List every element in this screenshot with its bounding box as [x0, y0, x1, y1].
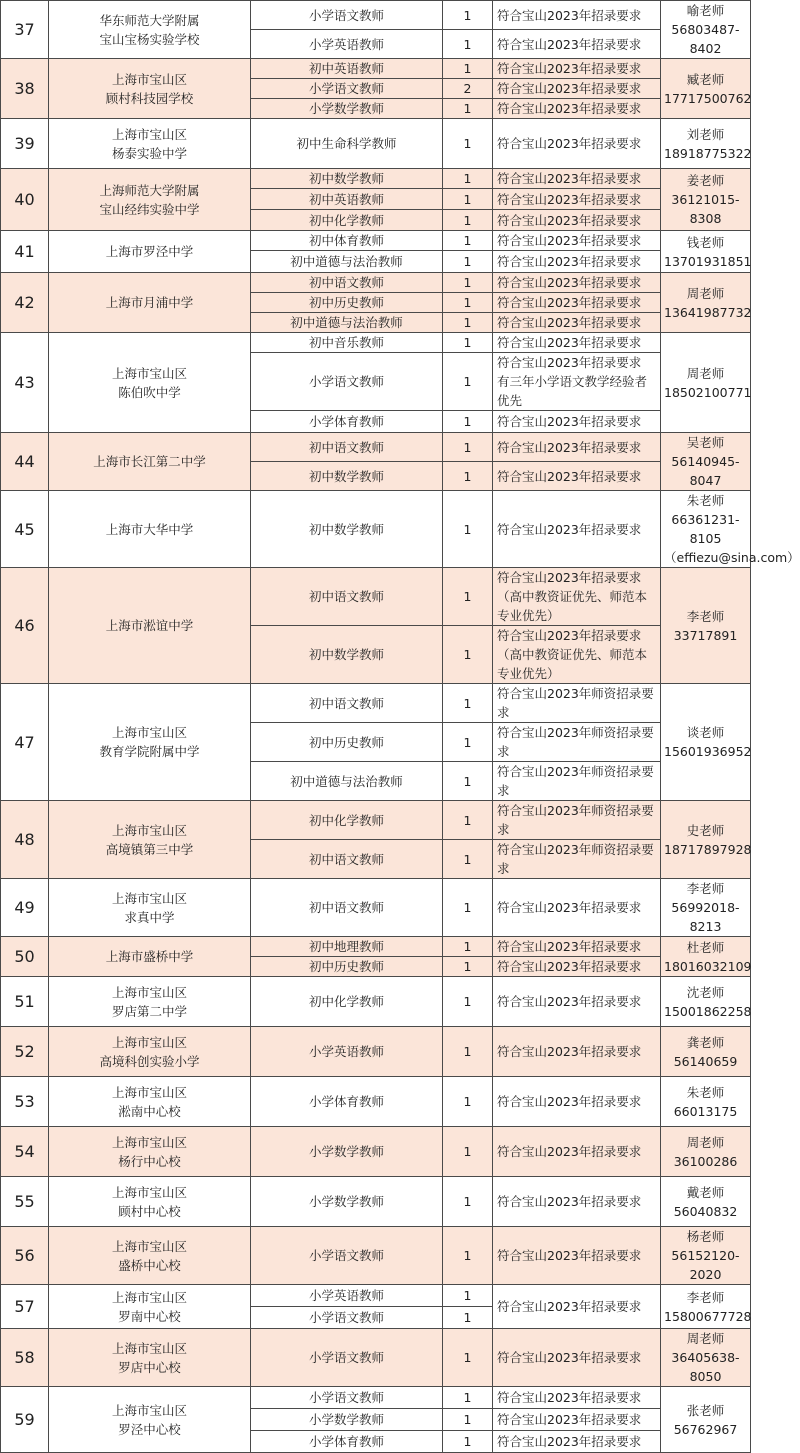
position-title: 小学数学教师 [251, 1127, 443, 1177]
school-name: 华东师范大学附属 宝山宝杨实验学校 [49, 1, 251, 59]
position-title: 小学体育教师 [251, 1077, 443, 1127]
position-title: 初中历史教师 [251, 957, 443, 977]
school-number: 52 [1, 1027, 49, 1077]
table-row [1, 879, 751, 937]
school-number: 48 [1, 801, 49, 879]
table-row [1, 977, 751, 1027]
position-requirement: 符合宝山2023年招录要求 [493, 957, 661, 977]
position-requirement: 符合宝山2023年师资招录要 求 [493, 723, 661, 762]
school-name: 上海市宝山区 求真中学 [49, 879, 251, 937]
position-title: 小学英语教师 [251, 30, 443, 59]
school-name: 上海市宝山区 罗南中心校 [49, 1285, 251, 1329]
position-count: 1 [443, 1409, 493, 1431]
position-count: 1 [443, 353, 493, 411]
school-contact: 戴老师 56040832 [661, 1177, 751, 1227]
school-number: 57 [1, 1285, 49, 1329]
position-title: 小学语文教师 [251, 1227, 443, 1285]
table-row [1, 433, 751, 462]
position-requirement: 符合宝山2023年招录要求 [493, 433, 661, 462]
position-count: 1 [443, 1227, 493, 1285]
school-contact: 杜老师 18016032109 [661, 937, 751, 977]
position-title: 初中语文教师 [251, 568, 443, 626]
position-title: 初中数学教师 [251, 626, 443, 684]
school-contact: 喻老师 56803487-8402 [661, 1, 751, 59]
school-number: 51 [1, 977, 49, 1027]
position-requirement: 符合宝山2023年招录要求 [493, 1127, 661, 1177]
position-requirement: 符合宝山2023年招录要求 [493, 1027, 661, 1077]
school-name: 上海市宝山区 顾村中心校 [49, 1177, 251, 1227]
table-row [1, 231, 751, 251]
school-contact: 朱老师 66361231-8105 （effiezu@sina.com） [661, 491, 751, 568]
position-title: 初中语文教师 [251, 879, 443, 937]
table-row [1, 684, 751, 723]
table-row [1, 59, 751, 79]
position-requirement: 符合宝山2023年招录要求 [493, 937, 661, 957]
position-count: 1 [443, 1329, 493, 1387]
position-title: 初中化学教师 [251, 977, 443, 1027]
table-row [1, 568, 751, 626]
position-requirement: 符合宝山2023年招录要求 [493, 79, 661, 99]
position-requirement: 符合宝山2023年招录要求 [493, 491, 661, 568]
school-contact: 周老师 18502100771 [661, 333, 751, 433]
position-requirement: 符合宝山2023年招录要求 [493, 30, 661, 59]
position-requirement: 符合宝山2023年招录要求 [493, 119, 661, 169]
position-title: 小学体育教师 [251, 411, 443, 433]
position-requirement: 符合宝山2023年师资招录要 求 [493, 840, 661, 879]
position-requirement: 符合宝山2023年招录要求 [493, 1409, 661, 1431]
school-contact: 沈老师 15001862258 [661, 977, 751, 1027]
school-number: 50 [1, 937, 49, 977]
position-requirement: 符合宝山2023年招录要求 [493, 462, 661, 491]
school-number: 46 [1, 568, 49, 684]
school-contact: 周老师 36100286 [661, 1127, 751, 1177]
table-row [1, 119, 751, 169]
position-title: 小学语文教师 [251, 1, 443, 30]
school-number: 45 [1, 491, 49, 568]
school-number: 54 [1, 1127, 49, 1177]
school-number: 38 [1, 59, 49, 119]
position-requirement: 符合宝山2023年师资招录要 求 [493, 684, 661, 723]
school-contact: 周老师 36405638-8050 [661, 1329, 751, 1387]
position-title: 小学语文教师 [251, 1329, 443, 1387]
position-count: 1 [443, 1, 493, 30]
school-name: 上海市淞谊中学 [49, 568, 251, 684]
position-count: 1 [443, 231, 493, 251]
school-contact: 朱老师 66013175 [661, 1077, 751, 1127]
school-name: 上海市宝山区 杨泰实验中学 [49, 119, 251, 169]
position-requirement: 符合宝山2023年招录要求 [493, 1387, 661, 1409]
school-name: 上海市盛桥中学 [49, 937, 251, 977]
position-count: 1 [443, 801, 493, 840]
position-requirement: 符合宝山2023年招录要求 [493, 169, 661, 189]
school-name: 上海市宝山区 盛桥中心校 [49, 1227, 251, 1285]
school-number: 59 [1, 1387, 49, 1453]
school-number: 58 [1, 1329, 49, 1387]
position-requirement: 符合宝山2023年招录要求 [493, 210, 661, 231]
position-requirement: 符合宝山2023年招录要求 [493, 99, 661, 119]
position-requirement: 符合宝山2023年招录要求 [493, 59, 661, 79]
position-count: 1 [443, 626, 493, 684]
table-row [1, 333, 751, 353]
table-row [1, 937, 751, 957]
position-count: 1 [443, 1127, 493, 1177]
school-contact: 李老师 33717891 [661, 568, 751, 684]
position-title: 初中生命科学教师 [251, 119, 443, 169]
school-contact: 周老师 13641987732 [661, 273, 751, 333]
position-title: 小学数学教师 [251, 1177, 443, 1227]
school-contact: 钱老师 13701931851 [661, 231, 751, 273]
position-count: 1 [443, 189, 493, 210]
position-count: 1 [443, 169, 493, 189]
position-count: 1 [443, 684, 493, 723]
position-title: 初中道德与法治教师 [251, 251, 443, 273]
position-title: 小学语文教师 [251, 353, 443, 411]
position-title: 初中化学教师 [251, 210, 443, 231]
position-count: 1 [443, 1077, 493, 1127]
position-count: 1 [443, 313, 493, 333]
position-count: 1 [443, 30, 493, 59]
school-contact: 史老师 18717897928 [661, 801, 751, 879]
school-number: 41 [1, 231, 49, 273]
school-contact: 刘老师 18918775322 [661, 119, 751, 169]
position-requirement: 符合宝山2023年师资招录要 求 [493, 762, 661, 801]
school-contact: 臧老师 17717500762 [661, 59, 751, 119]
school-number: 53 [1, 1077, 49, 1127]
table-row [1, 801, 751, 840]
school-name: 上海市宝山区 教育学院附属中学 [49, 684, 251, 801]
position-title: 初中语文教师 [251, 840, 443, 879]
position-count: 1 [443, 1387, 493, 1409]
school-number: 39 [1, 119, 49, 169]
position-title: 初中数学教师 [251, 491, 443, 568]
school-name: 上海市宝山区 高境镇第三中学 [49, 801, 251, 879]
table-row [1, 1027, 751, 1077]
school-name: 上海市宝山区 淞南中心校 [49, 1077, 251, 1127]
school-name: 上海师范大学附属 宝山经纬实验中学 [49, 169, 251, 231]
school-number: 37 [1, 1, 49, 59]
school-name: 上海市宝山区 高境科创实验小学 [49, 1027, 251, 1077]
position-title: 初中道德与法治教师 [251, 313, 443, 333]
position-title: 初中英语教师 [251, 59, 443, 79]
table-row [1, 1387, 751, 1409]
position-requirement: 符合宝山2023年招录要求 [493, 1177, 661, 1227]
position-title: 初中道德与法治教师 [251, 762, 443, 801]
position-requirement: 符合宝山2023年招录要求 [493, 1, 661, 30]
position-requirement: 符合宝山2023年招录要求 [493, 293, 661, 313]
school-name: 上海市宝山区 罗泾中心校 [49, 1387, 251, 1453]
position-title: 初中音乐教师 [251, 333, 443, 353]
position-requirement: 符合宝山2023年招录要求 [493, 313, 661, 333]
position-count: 1 [443, 333, 493, 353]
position-title: 初中数学教师 [251, 462, 443, 491]
school-name: 上海市宝山区 顾村科技园学校 [49, 59, 251, 119]
school-name: 上海市宝山区 罗店中心校 [49, 1329, 251, 1387]
table-row [1, 1077, 751, 1127]
position-requirement: 符合宝山2023年招录要求 [493, 251, 661, 273]
position-count: 2 [443, 79, 493, 99]
position-title: 小学语文教师 [251, 1307, 443, 1329]
school-number: 47 [1, 684, 49, 801]
position-title: 初中语文教师 [251, 433, 443, 462]
position-count: 1 [443, 59, 493, 79]
position-requirement: 符合宝山2023年招录要求 [493, 411, 661, 433]
table-row [1, 1285, 751, 1307]
position-title: 小学英语教师 [251, 1027, 443, 1077]
position-count: 1 [443, 1431, 493, 1453]
school-contact: 杨老师 56152120-2020 [661, 1227, 751, 1285]
school-name: 上海市长江第二中学 [49, 433, 251, 491]
table-row [1, 1, 751, 30]
position-title: 小学数学教师 [251, 99, 443, 119]
school-number: 55 [1, 1177, 49, 1227]
position-count: 1 [443, 957, 493, 977]
position-count: 1 [443, 99, 493, 119]
table-row [1, 273, 751, 293]
position-title: 小学英语教师 [251, 1285, 443, 1307]
position-requirement: 符合宝山2023年招录要求 [493, 1077, 661, 1127]
position-title: 初中地理教师 [251, 937, 443, 957]
position-requirement: 符合宝山2023年招录要求 [493, 1227, 661, 1285]
position-requirement: 符合宝山2023年招录要求 （高中教资证优先、师范本 专业优先） [493, 626, 661, 684]
position-title: 初中语文教师 [251, 273, 443, 293]
position-title: 初中历史教师 [251, 723, 443, 762]
position-requirement: 符合宝山2023年招录要求 有三年小学语文教学经验者 优先 [493, 353, 661, 411]
position-title: 初中英语教师 [251, 189, 443, 210]
position-title: 初中体育教师 [251, 231, 443, 251]
school-number: 44 [1, 433, 49, 491]
position-title: 初中历史教师 [251, 293, 443, 313]
position-count: 1 [443, 1285, 493, 1307]
position-title: 初中语文教师 [251, 684, 443, 723]
position-requirement: 符合宝山2023年招录要求 [493, 1329, 661, 1387]
position-title: 小学数学教师 [251, 1409, 443, 1431]
school-contact: 龚老师 56140659 [661, 1027, 751, 1077]
position-count: 1 [443, 293, 493, 313]
school-name: 上海市宝山区 杨行中心校 [49, 1127, 251, 1177]
position-count: 1 [443, 937, 493, 957]
table-row [1, 491, 751, 568]
position-title: 小学语文教师 [251, 79, 443, 99]
school-number: 42 [1, 273, 49, 333]
position-requirement: 符合宝山2023年招录要求 （高中教资证优先、师范本 专业优先） [493, 568, 661, 626]
table-row [1, 169, 751, 189]
position-count: 1 [443, 119, 493, 169]
position-count: 1 [443, 273, 493, 293]
school-name: 上海市罗泾中学 [49, 231, 251, 273]
school-contact: 谈老师 15601936952 [661, 684, 751, 801]
school-contact: 姜老师 36121015-8308 [661, 169, 751, 231]
position-title: 小学语文教师 [251, 1387, 443, 1409]
position-count: 1 [443, 1307, 493, 1329]
school-name: 上海市宝山区 陈伯吹中学 [49, 333, 251, 433]
position-title: 初中数学教师 [251, 169, 443, 189]
table-body [1, 1, 800, 1453]
position-count: 1 [443, 210, 493, 231]
position-requirement: 符合宝山2023年师资招录要 求 [493, 801, 661, 840]
position-count: 1 [443, 411, 493, 433]
table-row [1, 1329, 751, 1387]
position-requirement: 符合宝山2023年招录要求 [493, 977, 661, 1027]
position-requirement: 符合宝山2023年招录要求 [493, 879, 661, 937]
position-requirement: 符合宝山2023年招录要求 [493, 1285, 661, 1329]
position-count: 1 [443, 723, 493, 762]
position-count: 1 [443, 433, 493, 462]
position-requirement: 符合宝山2023年招录要求 [493, 1431, 661, 1453]
position-count: 1 [443, 1177, 493, 1227]
school-contact: 吴老师 56140945-8047 [661, 433, 751, 491]
school-number: 43 [1, 333, 49, 433]
position-count: 1 [443, 568, 493, 626]
position-title: 初中化学教师 [251, 801, 443, 840]
table-row [1, 1127, 751, 1177]
school-name: 上海市宝山区 罗店第二中学 [49, 977, 251, 1027]
position-count: 1 [443, 762, 493, 801]
position-count: 1 [443, 840, 493, 879]
position-requirement: 符合宝山2023年招录要求 [493, 231, 661, 251]
position-count: 1 [443, 491, 493, 568]
school-name: 上海市大华中学 [49, 491, 251, 568]
school-number: 56 [1, 1227, 49, 1285]
school-number: 49 [1, 879, 49, 937]
position-requirement: 符合宝山2023年招录要求 [493, 273, 661, 293]
school-number: 40 [1, 169, 49, 231]
position-count: 1 [443, 879, 493, 937]
school-contact: 李老师 56992018-8213 [661, 879, 751, 937]
position-count: 1 [443, 977, 493, 1027]
position-count: 1 [443, 1027, 493, 1077]
position-count: 1 [443, 251, 493, 273]
school-name: 上海市月浦中学 [49, 273, 251, 333]
school-contact: 张老师 56762967 [661, 1387, 751, 1453]
table-row [1, 1227, 751, 1285]
position-count: 1 [443, 462, 493, 491]
position-requirement: 符合宝山2023年招录要求 [493, 189, 661, 210]
school-contact: 李老师 15800677728 [661, 1285, 751, 1329]
table-row [1, 1177, 751, 1227]
position-requirement: 符合宝山2023年招录要求 [493, 333, 661, 353]
position-title: 小学体育教师 [251, 1431, 443, 1453]
